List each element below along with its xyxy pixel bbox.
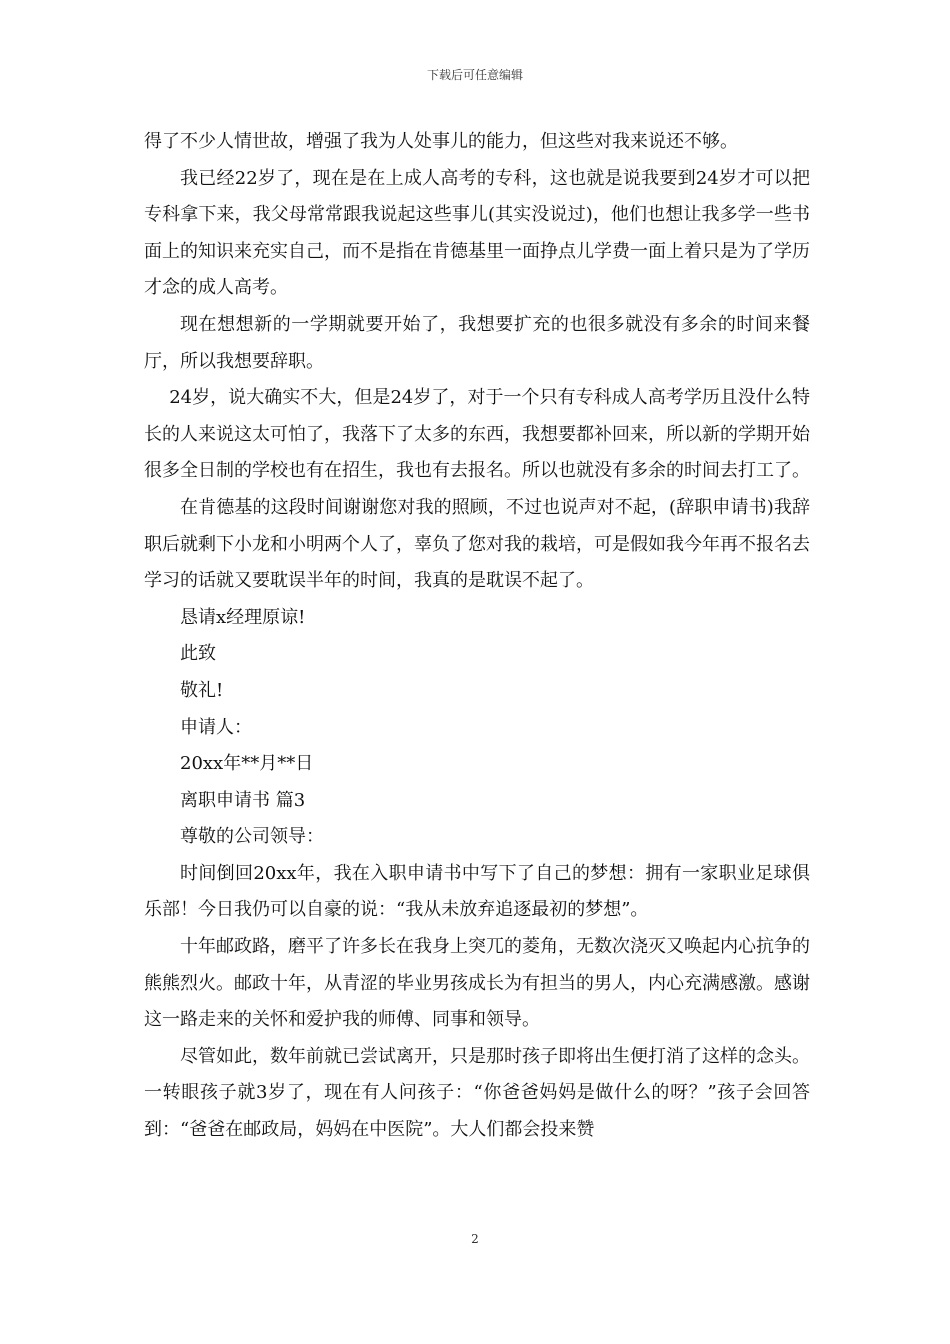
paragraph: 尽管如此，数年前就已尝试离开，只是那时孩子即将出生便打消了这样的念头。一转眼孩子就3岁了，现在有人问孩子：“你爸爸妈妈是做什么的呀？”孩子会回答到：“爸爸在邮政局，妈妈在中医院”。大人们都会投来赞	[144, 1045, 810, 1141]
paragraph: 时间倒回20xx年，我在入职申请书中写下了自己的梦想：拥有一家职业足球俱乐部！今日我仍可以自豪的说：“我从未放弃追逐最初的梦想”。	[144, 862, 810, 921]
page-number: 2	[471, 1232, 479, 1246]
section-title: 离职申请书 篇3	[180, 789, 306, 811]
document-body	[144, 124, 810, 1149]
closing-line: 此致	[180, 643, 216, 665]
paragraph: 我已经22岁了，现在是在上成人高考的专科，这也就是说我要到24岁才可以把专科拿下来，我父母常常跟我说起这些事儿(其实没说过)，他们也想让我多学一些书面上的知识来充实自己，而不是指在肯德基里一面挣点儿学费一面上着只是为了学历才念的成人高考。	[144, 167, 810, 299]
page-header-note: 下载后可任意编辑	[426, 68, 523, 82]
paragraph: 现在想想新的一学期就要开始了，我想要扩充的也很多就没有多余的时间来餐厅，所以我想要辞职。	[144, 313, 810, 372]
paragraph: 在肯德基的这段时间谢谢您对我的照顾，不过也说声对不起，(辞职申请书)我辞职后就剩下小龙和小明两个人了，辜负了您对我的栽培，可是假如我今年再不报名去学习的话就又要耽误半年的时间，我真的是耽误不起了。	[144, 496, 810, 592]
applicant-label: 申请人：	[180, 716, 252, 738]
paragraph: 24岁，说大确实不大，但是24岁了，对于一个只有专科成人高考学历且没什么特长的人来说这太可怕了，我落下了太多的东西，我想要都补回来，所以新的学期开始很多全日制的学校也有在招生，我也有去报名。所以也就没有多余的时间去打工了。	[144, 387, 810, 482]
paragraph: 十年邮政路，磨平了许多长在我身上突兀的菱角，无数次浇灭又唤起内心抗争的熊熊烈火。邮政十年，从青涩的毕业男孩成长为有担当的男人，内心充满感激。感谢这一路走来的关怀和爱护我的师傅、同事和领导。	[144, 936, 810, 1031]
closing-line: 恳请x经理原谅!	[180, 606, 306, 628]
paragraph: 得了不少人情世故，增强了我为人处事儿的能力，但这些对我来说还不够。	[144, 131, 738, 152]
salutation: 尊敬的公司领导：	[180, 826, 324, 848]
closing-line: 敬礼!	[180, 679, 224, 701]
date-line: 20xx年**月**日	[180, 753, 314, 775]
